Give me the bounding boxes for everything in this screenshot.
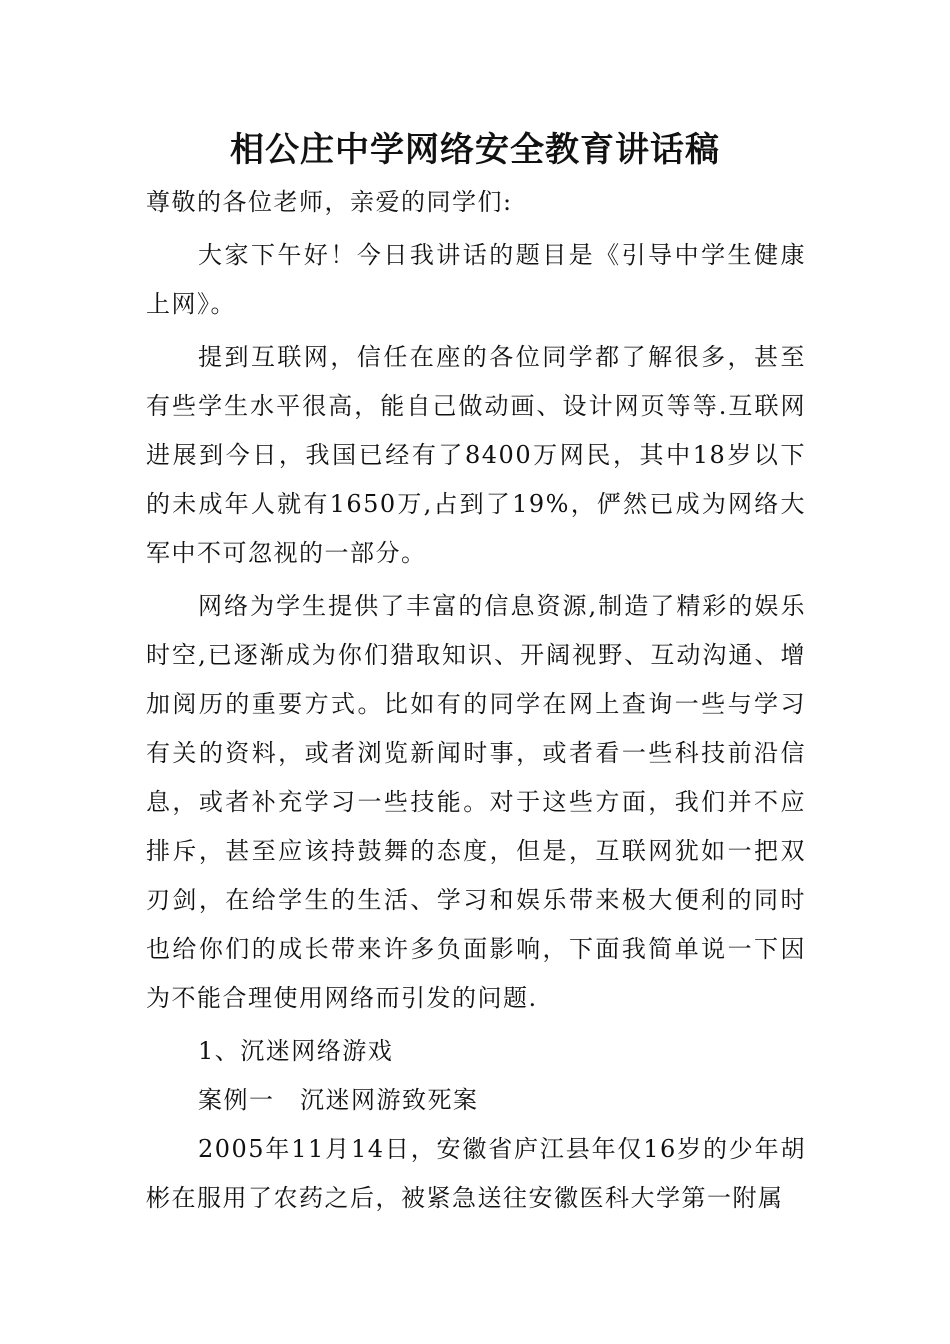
case-heading: 案例一 沉迷网游致死案 [198, 1086, 479, 1114]
salutation: 尊敬的各位老师，亲爱的同学们: [146, 188, 513, 216]
document-title: 相公庄中学网络安全教育讲话稿 [230, 130, 720, 170]
document-body [146, 178, 806, 1223]
paragraph-greeting: 大家下午好！今日我讲话的题目是《引导中学生健康上网》。 [146, 241, 806, 318]
paragraph-network-impact: 网络为学生提供了丰富的信息资源,制造了精彩的娱乐时空,已逐渐成为你们猎取知识、开阔视野、互动沟通、增加阅历的重要方式。比如有的同学在网上查询一些与学习有关的资料，或者浏览新闻时事，或者看一些科技前沿信息，或者补充学习一些技能。对于这些方面，我们并不应排斥，甚至应该持鼓舞的态度，但是，互联网犹如一把双刃剑，在给学生的生活、学习和娱乐带来极大便利的同时也给你们的成长带来许多负面影响，下面我简单说一下因为不能合理使用网络而引发的问题. [146, 592, 806, 1012]
paragraph-internet-users: 提到互联网，信任在座的各位同学都了解很多，甚至有些学生水平很高，能自己做动画、设计网页等等.互联网进展到今日，我国已经有了8400万网民，其中18岁以下的未成年人就有1650万,占到了19%，俨然已成为网络大军中不可忽视的一部分。 [146, 343, 806, 567]
paragraph-case-one: 2005年11月14日，安徽省庐江县年仅16岁的少年胡彬在服用了农药之后，被紧急送往安徽医科大学第一附属 [146, 1135, 806, 1212]
section-heading-gaming: 1、沉迷网络游戏 [198, 1037, 394, 1065]
